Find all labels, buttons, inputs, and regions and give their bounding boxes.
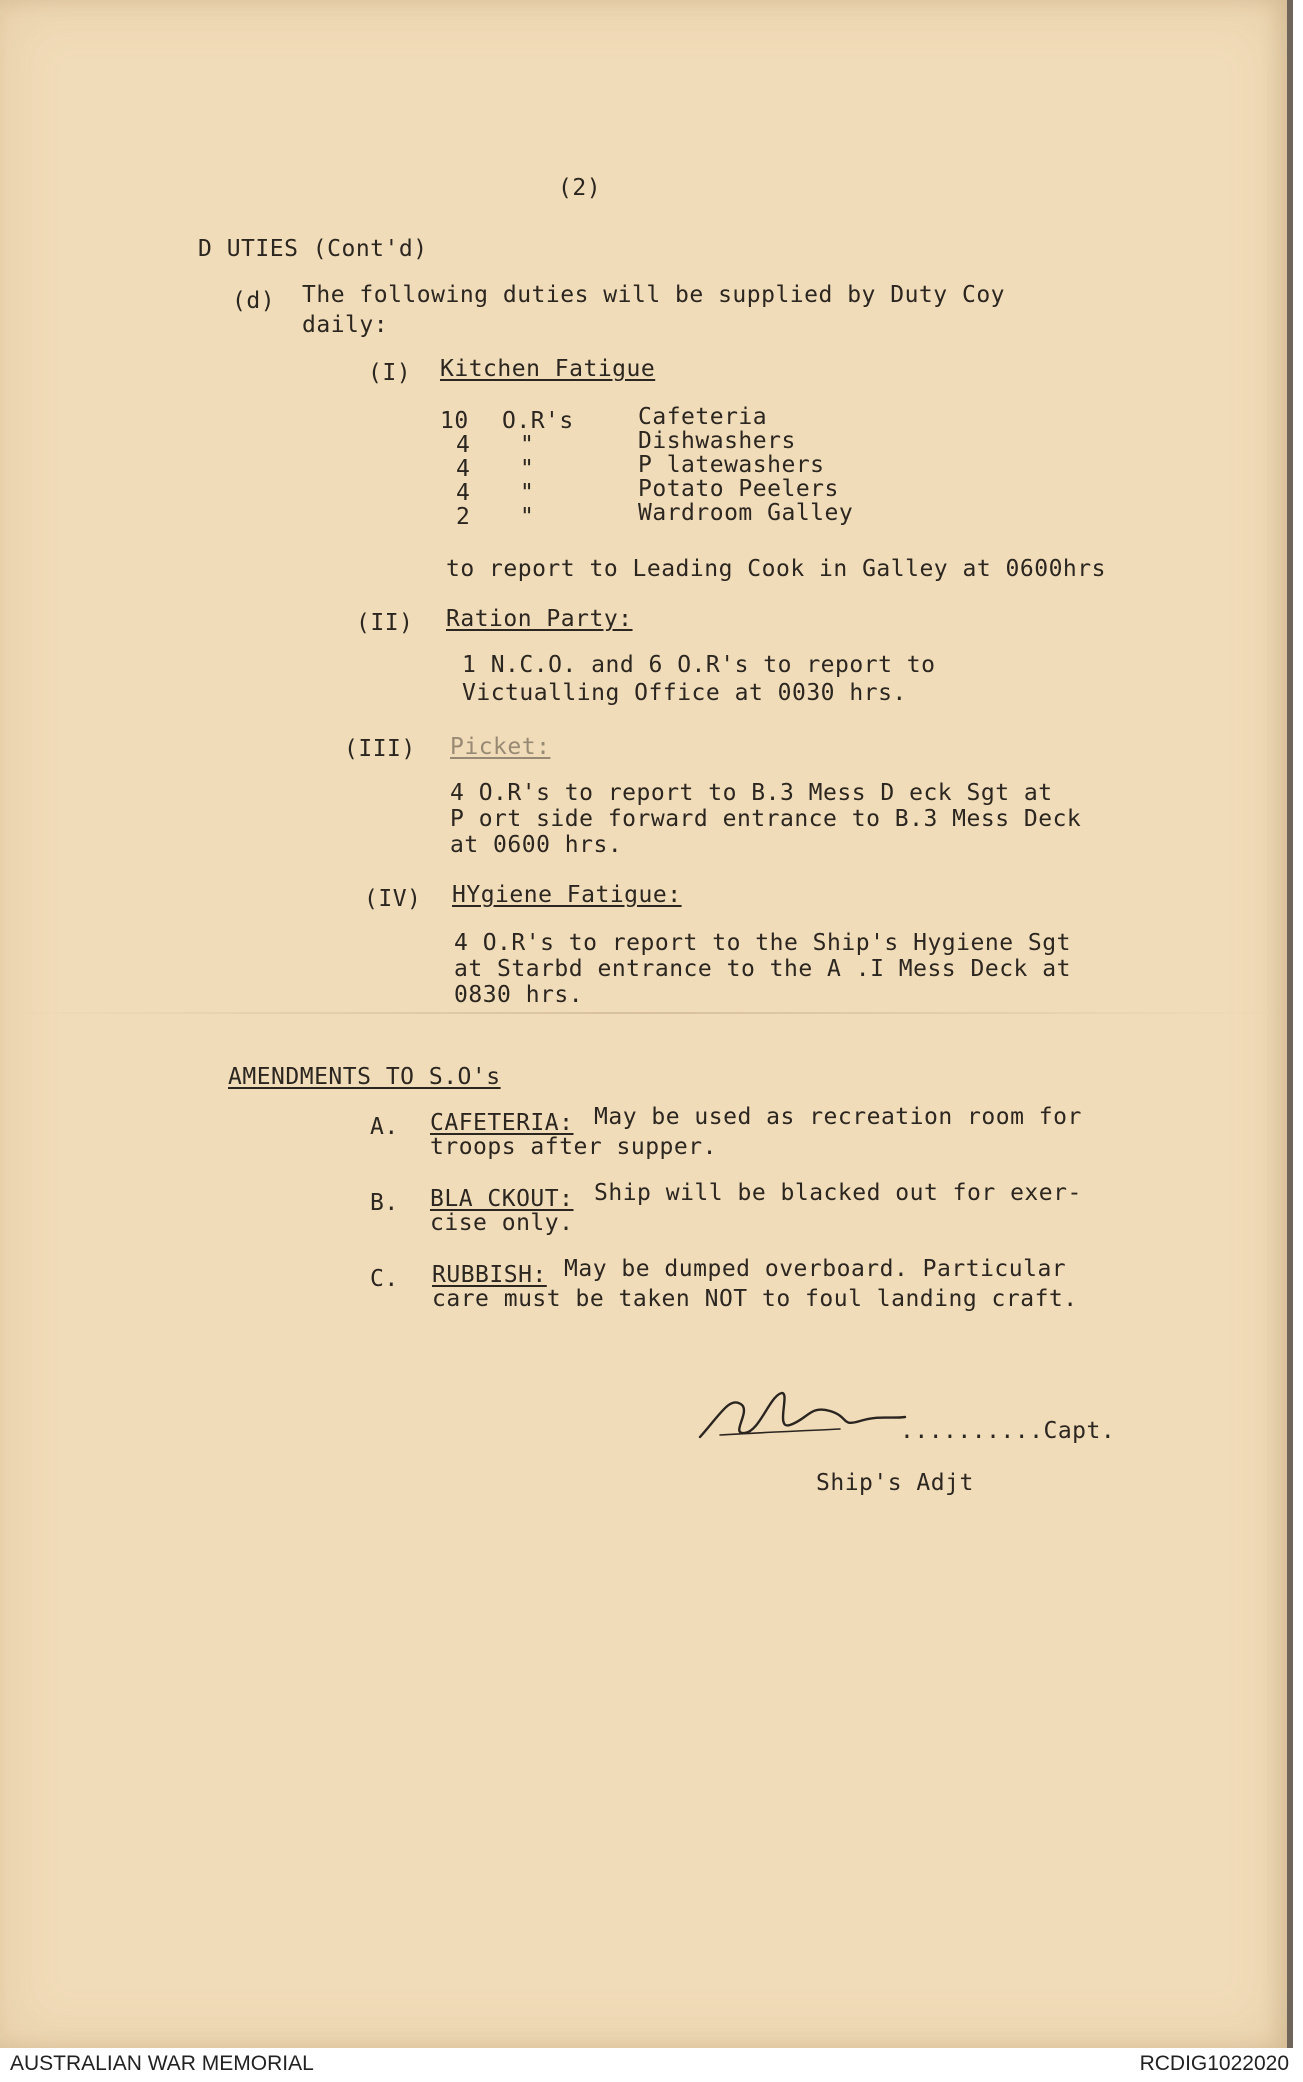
kitchen-row-count: 4 <box>456 456 471 482</box>
picket-line1: 4 O.R's to report to B.3 Mess D eck Sgt at <box>450 780 1053 806</box>
picket-line3: at 0600 hrs. <box>450 832 623 858</box>
amendments-title: AMENDMENTS TO S.O's <box>228 1064 501 1090</box>
amendment-letter: B. <box>370 1190 399 1216</box>
para-d-line2: daily: <box>302 312 389 338</box>
para-d-line1: The following duties will be supplied by Duty Coy <box>302 282 1006 308</box>
amendment-key: RUBBISH: <box>432 1262 547 1288</box>
kitchen-row-count: 10 <box>440 408 469 434</box>
kitchen-row-task: Cafeteria <box>638 404 768 430</box>
kitchen-row-unit: " <box>520 480 535 506</box>
ration-line1: 1 N.C.O. and 6 O.R's to report to <box>462 652 936 678</box>
amendment-letter: C. <box>370 1266 399 1292</box>
hygiene-title: HYgiene Fatigue: <box>452 882 682 908</box>
picket-title: Picket: <box>450 734 551 760</box>
hygiene-line3: 0830 hrs. <box>454 982 584 1008</box>
amendment-line1: May be dumped overboard. Particular <box>564 1256 1067 1282</box>
amendment-line2: care must be taken NOT to foul landing craft. <box>432 1286 1078 1312</box>
amendment-key: CAFETERIA: <box>430 1110 574 1136</box>
page-fold <box>0 1012 1287 1014</box>
kitchen-row-count: 4 <box>456 432 471 458</box>
hygiene-line1: 4 O.R's to report to the Ship's Hygiene Sgt <box>454 930 1071 956</box>
picket-line2: P ort side forward entrance to B.3 Mess Deck <box>450 806 1082 832</box>
amendment-line2: troops after supper. <box>430 1134 717 1160</box>
page-number: (2) <box>558 175 602 201</box>
footer-bar <box>0 2048 1303 2082</box>
amendment-key: BLA CKOUT: <box>430 1186 574 1212</box>
kitchen-row-task: Potato Peelers <box>638 476 839 502</box>
footer-source: AUSTRALIAN WAR MEMORIAL <box>10 2052 314 2075</box>
kitchen-row-task: P latewashers <box>638 452 825 478</box>
para-d-label: (d) <box>232 288 276 314</box>
ration-number: (II) <box>356 610 414 636</box>
kitchen-row-count: 4 <box>456 480 471 506</box>
amendment-line1: May be used as recreation room for <box>594 1104 1082 1130</box>
hygiene-number: (IV) <box>364 886 422 912</box>
kitchen-number: (I) <box>368 360 412 386</box>
kitchen-row-unit: O.R's <box>502 408 574 434</box>
amendment-line1: Ship will be blacked out for exer- <box>594 1180 1082 1206</box>
footer-id: RCDIG1022020 <box>1139 2052 1289 2075</box>
ration-title: Ration Party: <box>446 606 633 632</box>
picket-number: (III) <box>344 736 416 762</box>
kitchen-row-task: Wardroom Galley <box>638 500 854 526</box>
ration-line2: Victualling Office at 0030 hrs. <box>462 680 907 706</box>
kitchen-row-unit: " <box>520 432 535 458</box>
amendment-letter: A. <box>370 1114 399 1140</box>
hygiene-line2: at Starbd entrance to the A .I Mess Deck at <box>454 956 1071 982</box>
amendment-line2: cise only. <box>430 1210 574 1236</box>
kitchen-row-unit: " <box>520 504 535 530</box>
signature-rank: ..........Capt. <box>900 1418 1116 1444</box>
kitchen-row-task: Dishwashers <box>638 428 796 454</box>
kitchen-report: to report to Leading Cook in Galley at 0600hrs <box>446 556 1106 582</box>
signature-title: Ship's Adjt <box>816 1470 974 1496</box>
kitchen-row-unit: " <box>520 456 535 482</box>
kitchen-row-count: 2 <box>456 504 471 530</box>
kitchen-title: Kitchen Fatigue <box>440 356 656 382</box>
section-heading: D UTIES (Cont'd) <box>198 236 428 262</box>
